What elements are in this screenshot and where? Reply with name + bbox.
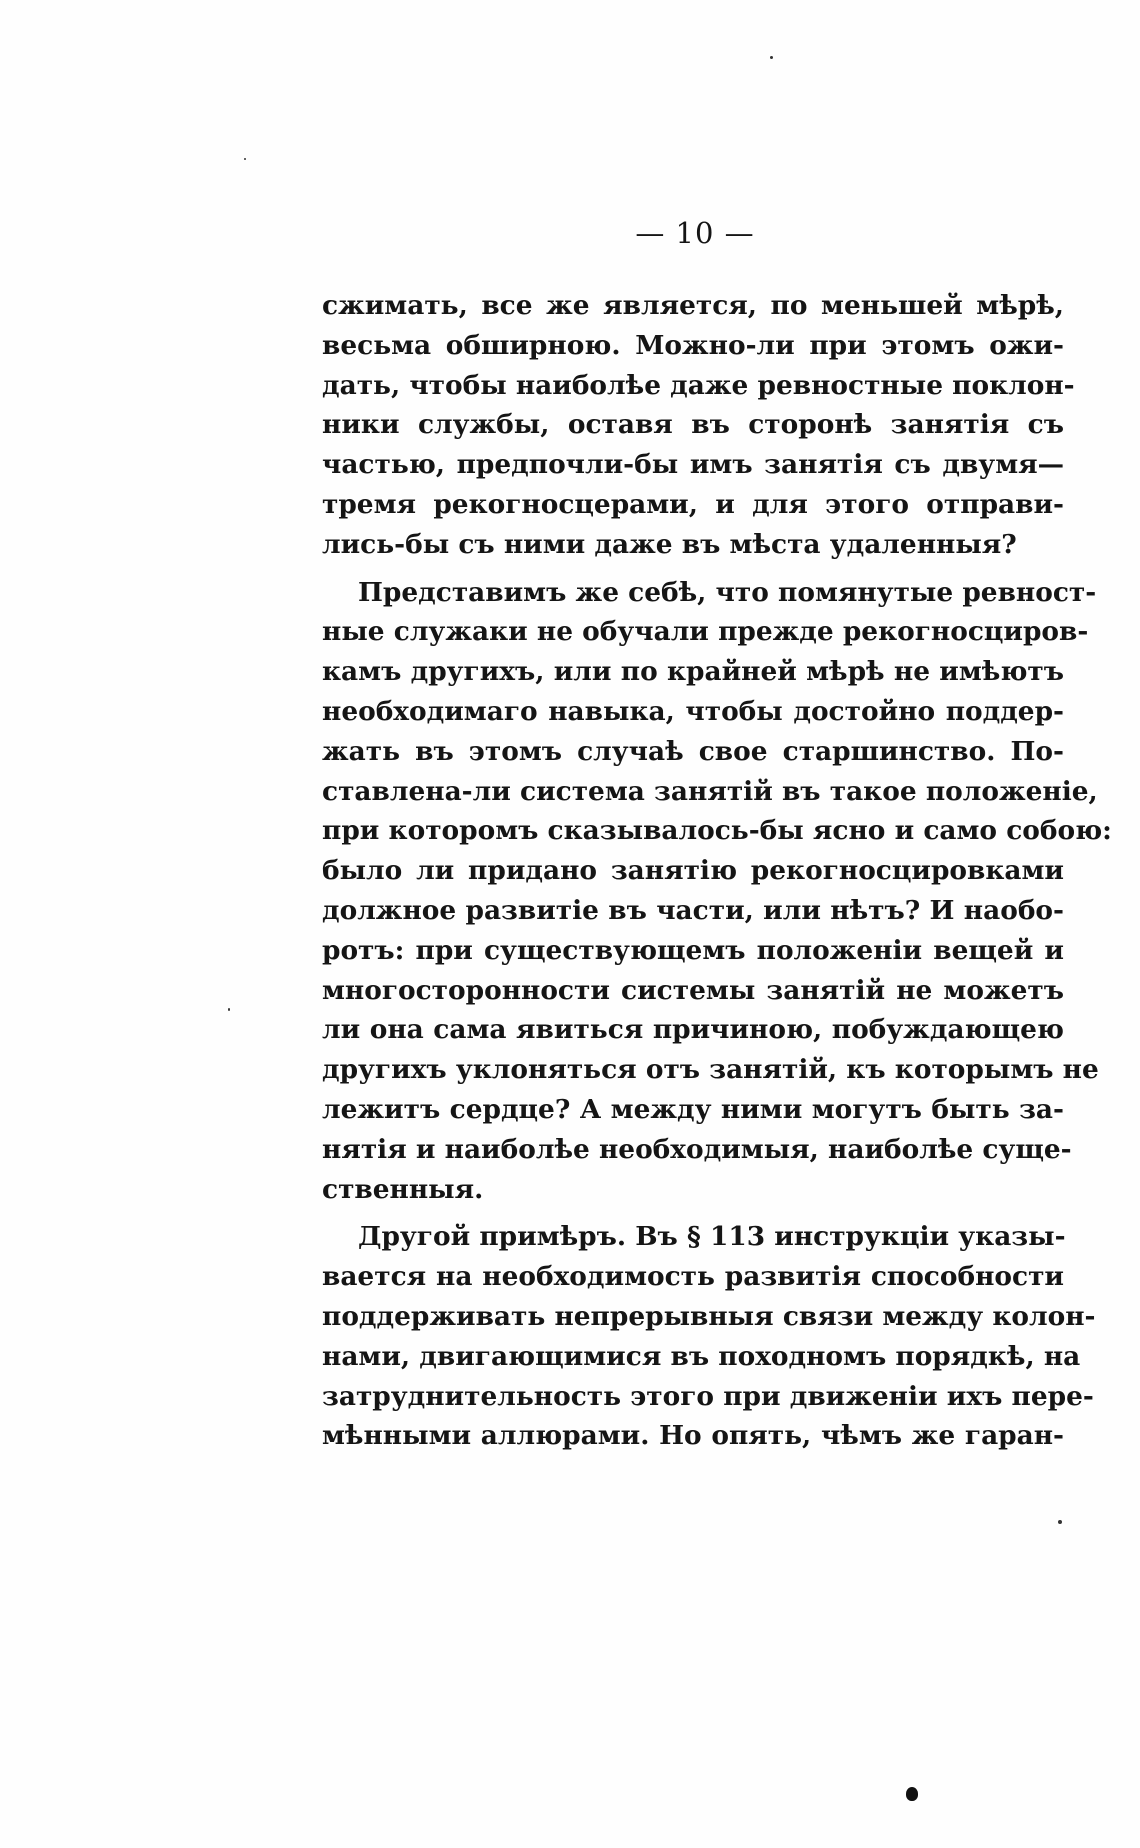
text-line: лежитъ сердце? А между ними могутъ быть за-	[322, 1093, 1064, 1125]
text-line: мѣнными аллюрами. Но опять, чѣмъ же гаран-	[322, 1420, 1064, 1452]
text-line: весьма обширною. Можно-ли при этомъ ожи-	[322, 329, 1064, 361]
text-line: при которомъ сказывалось-бы ясно и само собою:	[322, 815, 1112, 847]
body-text	[322, 286, 1112, 1456]
paragraph-2	[322, 573, 1112, 1210]
text-line: ротъ: при существующемъ положеніи вещей и	[322, 934, 1064, 966]
scan-speck	[228, 1008, 230, 1011]
text-line: ставлена-ли система занятій въ такое положеніе,	[322, 775, 1098, 807]
text-line: должное развитіе въ части, или нѣтъ? И наобо-	[322, 894, 1064, 926]
text-line: тремя рекогносцерами, и для этого отправи-	[322, 488, 1064, 520]
text-line: вается на необходимость развитія способности	[322, 1261, 1064, 1293]
text-line: ственныя.	[322, 1173, 484, 1205]
paragraph-3	[322, 1217, 1096, 1456]
text-line: ники службы, оставя въ сторонѣ занятія съ	[322, 409, 1064, 441]
scan-speck	[244, 158, 246, 160]
text-line: камъ другихъ, или по крайней мѣрѣ не имѣютъ	[322, 656, 1064, 688]
text-line: ные служаки не обучали прежде рекогносциров-	[322, 616, 1089, 648]
text-line: сжимать, все же является, по меньшей мѣрѣ,	[322, 290, 1064, 321]
text-line: поддерживать непрерывныя связи между колон-	[322, 1300, 1096, 1332]
text-line: многосторонности системы занятій не можетъ	[322, 974, 1064, 1006]
ink-mark	[906, 1787, 918, 1801]
paragraph-gap	[322, 1209, 1064, 1217]
text-line: Представимъ же себѣ, что помянутые ревност-	[358, 576, 1097, 608]
scan-speck	[1058, 1520, 1062, 1524]
text-line: нами, двигающимися въ походномъ порядкѣ, на	[322, 1340, 1081, 1372]
text-line: необходимаго навыка, чтобы достойно поддер-	[322, 695, 1064, 727]
text-line: лись-бы съ ними даже въ мѣста удаленныя?	[322, 528, 1017, 560]
text-line: было ли придано занятію рекогносцировками	[322, 855, 1064, 887]
text-line: другихъ уклоняться отъ занятій, къ которымъ не	[322, 1054, 1099, 1086]
page-number: — 10 —	[635, 216, 755, 250]
text-line: Другой примѣръ. Въ § 113 инструкціи указы-	[358, 1221, 1066, 1253]
paragraph-1	[322, 286, 1075, 565]
text-line: частью, предпочли-бы имъ занятія съ двумя—	[322, 449, 1064, 481]
text-line: ли она сама явиться причиною, побуждающею	[322, 1014, 1064, 1046]
scan-speck	[770, 56, 773, 59]
text-line: дать, чтобы наиболѣе даже ревностные поклон-	[322, 369, 1075, 401]
text-line: нятія и наиболѣе необходимыя, наиболѣе суще-	[322, 1133, 1072, 1165]
text-line: затруднительность этого при движеніи ихъ пере-	[322, 1380, 1094, 1412]
text-line: жать въ этомъ случаѣ свое старшинство. По-	[322, 735, 1064, 767]
paragraph-gap	[322, 565, 1064, 573]
